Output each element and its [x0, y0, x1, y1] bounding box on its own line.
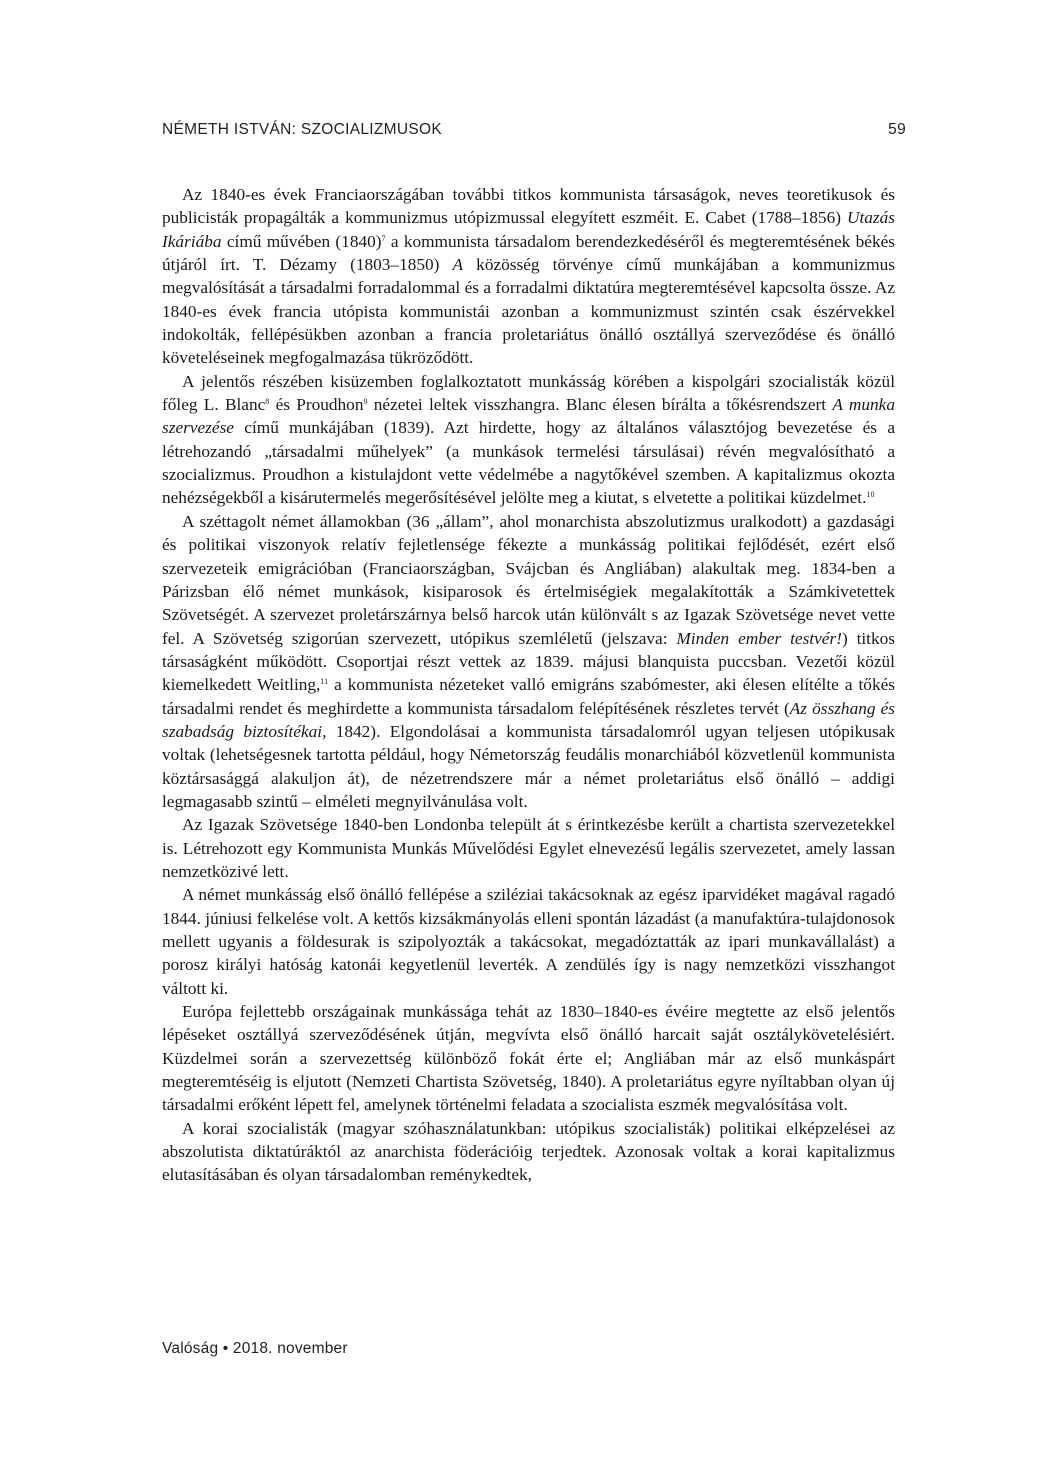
- running-header: [162, 121, 906, 143]
- body-paragraph: [162, 1117, 895, 1187]
- text-run: A korai szocialisták (magyar szóhasználatunkban: utópikus szocialisták) politikai elképzelései az abszolutista diktatúráktól az anarchista föderációig terjedtek. Azonosak voltak a korai kapitalizmus elutasításában és olyan társadalomban reménykedtek,: [162, 1118, 895, 1185]
- body-paragraph: [162, 1000, 895, 1117]
- footnote-ref: 8: [265, 397, 270, 407]
- text-run: A német munkásság első önálló fellépése a sziléziai takácsoknak az egész iparvidéket magával ragadó 1844. júniusi felkelése volt. A kettős kizsákmányolás elleni spontán lázadást (a manufaktúra-tulajdonosok mellett ugyanis a földesurak is szipolyozták a takácsokat, megadóztatták az ipari munkavállalást) a porosz királyi hatóság katonái kegyetlenül leverték. A zendülés így is nagy nemzetközi visszhangot váltott ki.: [162, 885, 895, 998]
- body-paragraph: [162, 813, 895, 883]
- text-run: ) titkos társaságként működött. Csoportjai részt vettek az 1839. májusi blanquista puccsban. Vezetői közül kiemelkedett Weitling,: [162, 628, 895, 695]
- text-run: A széttagolt német államokban (36 „állam”, ahol monarchista abszolutizmus uralkodott) a gazdasági és politikai viszonyok relatív fejletlensége fékezte a munkásság politikai fejlődését, ezért első szervezeteik emigrációban (Franciaországban, Svájcban és Angliában) alakultak meg. 1834-ben a Párizsban élő német munkások, kisiparosok és értelmiségiek megalakították a Számkivetettek Szövetségét. A szervezet proletárszárnya belső harcok után különvált s az Igazak Szövetsége nevet vette fel. A Szövetség szigorúan szervezett, utópikus szemléletű (jelszava:: [162, 511, 895, 648]
- text-run: és Proudhon: [269, 395, 364, 415]
- text-run: Az Igazak Szövetsége 1840-ben Londonba települt át s érintkezésbe került a chartista szervezetekkel is. Létrehozott egy Kommunista Munkás Művelődési Egylet elnevezésű legális szervezetet, amely lassan nemzetközivé lett.: [162, 815, 895, 881]
- page-footer: Valóság • 2018. november: [162, 1340, 348, 1357]
- text-run: 1842). Elgondolásai a kommunista társadalomról ugyan teljesen utópikusak voltak (lehetségesnek tartotta például, hogy Németország feudális monarchiából közvetlenül kommunista köztársasággá alakuljon át), de nézetrendszere már a német proletariátus első önálló – addigi legmagasabb szintű – elméleti megnyilvánulása volt.: [162, 721, 895, 811]
- running-title: NÉMETH ISTVÁN: SZOCIALIZMUSOK: [162, 121, 442, 138]
- text-run: Az 1840-es évek Franciaországában további titkos kommunista társaságok, neves teoretikusok és publicisták propagálták a kommunizmus utópizmussal elegyített eszméit. E. Cabet (1788–1856): [162, 185, 895, 228]
- italic-text: Utazás Ikáriába: [162, 208, 895, 251]
- text-run: közösség törvénye című munkájában a kommunizmus megvalósítását a társadalmi forradalommal és a forradalmi diktatúra megteremtésével kapcsolta össze. Az 1840-es évek francia utópista kommunistái azonban a kommunizmust szintén csak észérvekkel indokolták, fellépésükben azonban a francia proletariátus önálló osztállyá szerveződése és önálló követeléseinek megfogalmazása tükröződött.: [162, 255, 895, 368]
- page-number: 59: [888, 121, 906, 138]
- text-run: a kommunista nézeteket valló emigráns szabómester, aki élesen elítélte a tőkés társadalmi rendet és meghirdette a kommunista társadalom felépítésének részletes tervét (: [162, 675, 895, 718]
- italic-text: A munka szervezése: [162, 395, 895, 438]
- article-body: [162, 183, 895, 1187]
- footnote-ref: 9: [363, 397, 368, 407]
- text-run: A jelentős részében kisüzemben foglalkoztatott munkásság körében a kispolgári szocialisták közül főleg L. Blanc: [162, 371, 895, 415]
- footnote-ref: 7: [381, 233, 386, 243]
- footnote-ref: 11: [320, 677, 329, 687]
- text-run: nézetei leltek visszhangra. Blanc élesen bírálta a tőkésrendszert: [367, 395, 833, 415]
- text-run: című munkájában (1839). Azt hirdette, hogy az általános választójog bevezetése és a létrehozandó „társadalmi műhelyek” (a munkások termelési társulásai) révén megvalósítható a szocializmus. Proudhon a kistulajdont vette védelmébe a nagytőkével szemben. A kapitalizmus okozta nehézségekből a kisárutermelés megerősítésével jelölte meg a kiutat, s elvetette a politikai küzdelmet.: [162, 418, 895, 508]
- text-run: Európa fejlettebb országainak munkássága tehát az 1830–1840-es évéire megtette az első jelentős lépéseket osztállyá szerveződésének útján, megvívta első önálló harcait saját osztálykövetelésiért. Küzdelmei során a szervezettség különböző fokát érte el; Angliában már az első munkáspárt megteremtéséig is eljutott (Nemzeti Chartista Szövetség, 1840). A proletariátus egyre nyíltabban olyan új társadalmi erőként lépett fel, amelynek történelmi feladata a szocialista eszmék megvalósítása volt.: [162, 1002, 895, 1115]
- italic-text: A: [452, 255, 464, 275]
- text-run: a kommunista társadalom berendezkedéséről és megteremtésének békés útjáról írt. T. Dézamy (1803–1850): [162, 231, 895, 275]
- body-paragraph: [162, 183, 895, 370]
- text-run: című művében (1840): [221, 231, 382, 251]
- body-paragraph: [162, 510, 895, 813]
- italic-text: Az összhang és szabadság biztosítékai,: [162, 698, 895, 741]
- footnote-ref: 10: [866, 490, 875, 500]
- body-paragraph: [162, 883, 895, 1000]
- body-paragraph: [162, 370, 895, 510]
- italic-text: Minden ember testvér!: [676, 628, 842, 648]
